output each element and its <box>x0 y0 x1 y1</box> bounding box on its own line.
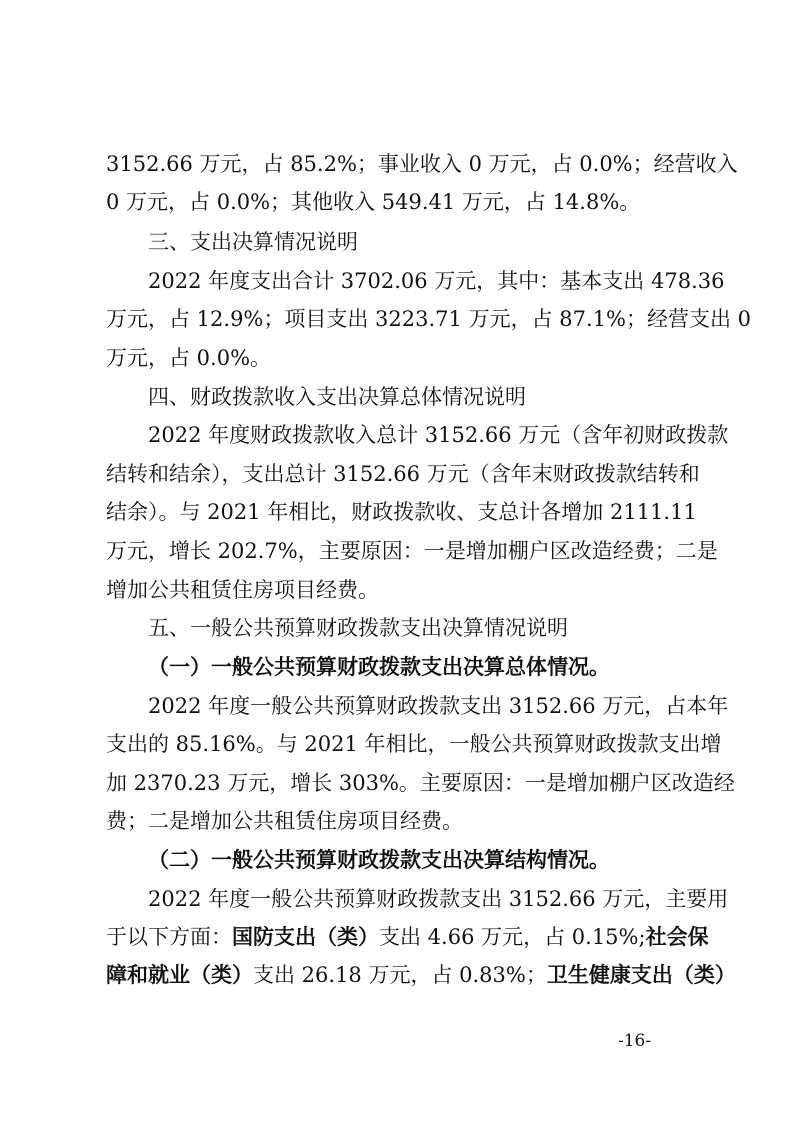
text-run: 支出 4.66 万元，占 0.15%; <box>379 925 646 949</box>
page-number: -16- <box>618 1031 652 1051</box>
section-heading-5: 五、一般公共预算财政拨款支出决算情况说明 <box>148 616 568 640</box>
text-line: 结转和结余），支出总计 3152.66 万元（含年末财政拨款结转和 <box>106 462 700 486</box>
text-line: 2022 年度支出合计 3702.06 万元，其中：基本支出 478.36 <box>148 269 725 293</box>
category-health: 卫生健康支出（类） <box>546 963 736 987</box>
section-heading-4: 四、财政拨款收入支出决算总体情况说明 <box>148 385 526 409</box>
subsection-heading-2: （二）一般公共预算财政拨款支出决算结构情况。 <box>148 848 610 872</box>
text-line: 2022 年度一般公共预算财政拨款支出 3152.66 万元，占本年 <box>148 694 729 718</box>
text-line: 0 万元，占 0.0%；其他收入 549.41 万元，占 14.8%。 <box>106 190 641 214</box>
text-line: 万元，增长 202.7%，主要原因：一是增加棚户区改造经费；二是 <box>106 539 718 563</box>
text-line: 万元，占 12.9%；项目支出 3223.71 万元，占 87.1%；经营支出 0 <box>106 307 751 331</box>
text-run: 于以下方面： <box>106 925 232 949</box>
text-line: 费；二是增加公共租赁住房项目经费。 <box>106 809 463 833</box>
text-line: 结余）。与 2021 年相比，财政拨款收、支总计各增加 2111.11 <box>106 500 697 524</box>
category-social-security-part: 社会保 <box>645 925 709 949</box>
text-line: 万元，占 0.0%。 <box>106 346 272 370</box>
category-national-defense: 国防支出（类） <box>232 925 379 949</box>
category-social-security-rest: 障和就业（类） <box>106 963 253 987</box>
text-line-mixed <box>106 961 736 989</box>
text-line: 加 2370.23 万元，增长 303%。主要原因：一是增加棚户区改造经 <box>106 771 735 795</box>
text-line: 3152.66 万元，占 85.2%；事业收入 0 万元，占 0.0%；经营收入 <box>106 152 738 176</box>
text-line: 支出的 85.16%。与 2021 年相比，一般公共预算财政拨款支出增 <box>106 732 722 756</box>
section-heading-3: 三、支出决算情况说明 <box>148 230 358 254</box>
text-line: 2022 年度一般公共预算财政拨款支出 3152.66 万元，主要用 <box>148 887 729 911</box>
text-line: 2022 年度财政拨款收入总计 3152.66 万元（含年初财政拨款 <box>148 423 729 447</box>
subsection-heading-1: （一）一般公共预算财政拨款支出决算总体情况。 <box>148 655 610 679</box>
text-line-mixed <box>106 923 709 951</box>
text-line: 增加公共租赁住房项目经费。 <box>106 578 379 602</box>
text-run: 支出 26.18 万元，占 0.83%； <box>253 963 547 987</box>
